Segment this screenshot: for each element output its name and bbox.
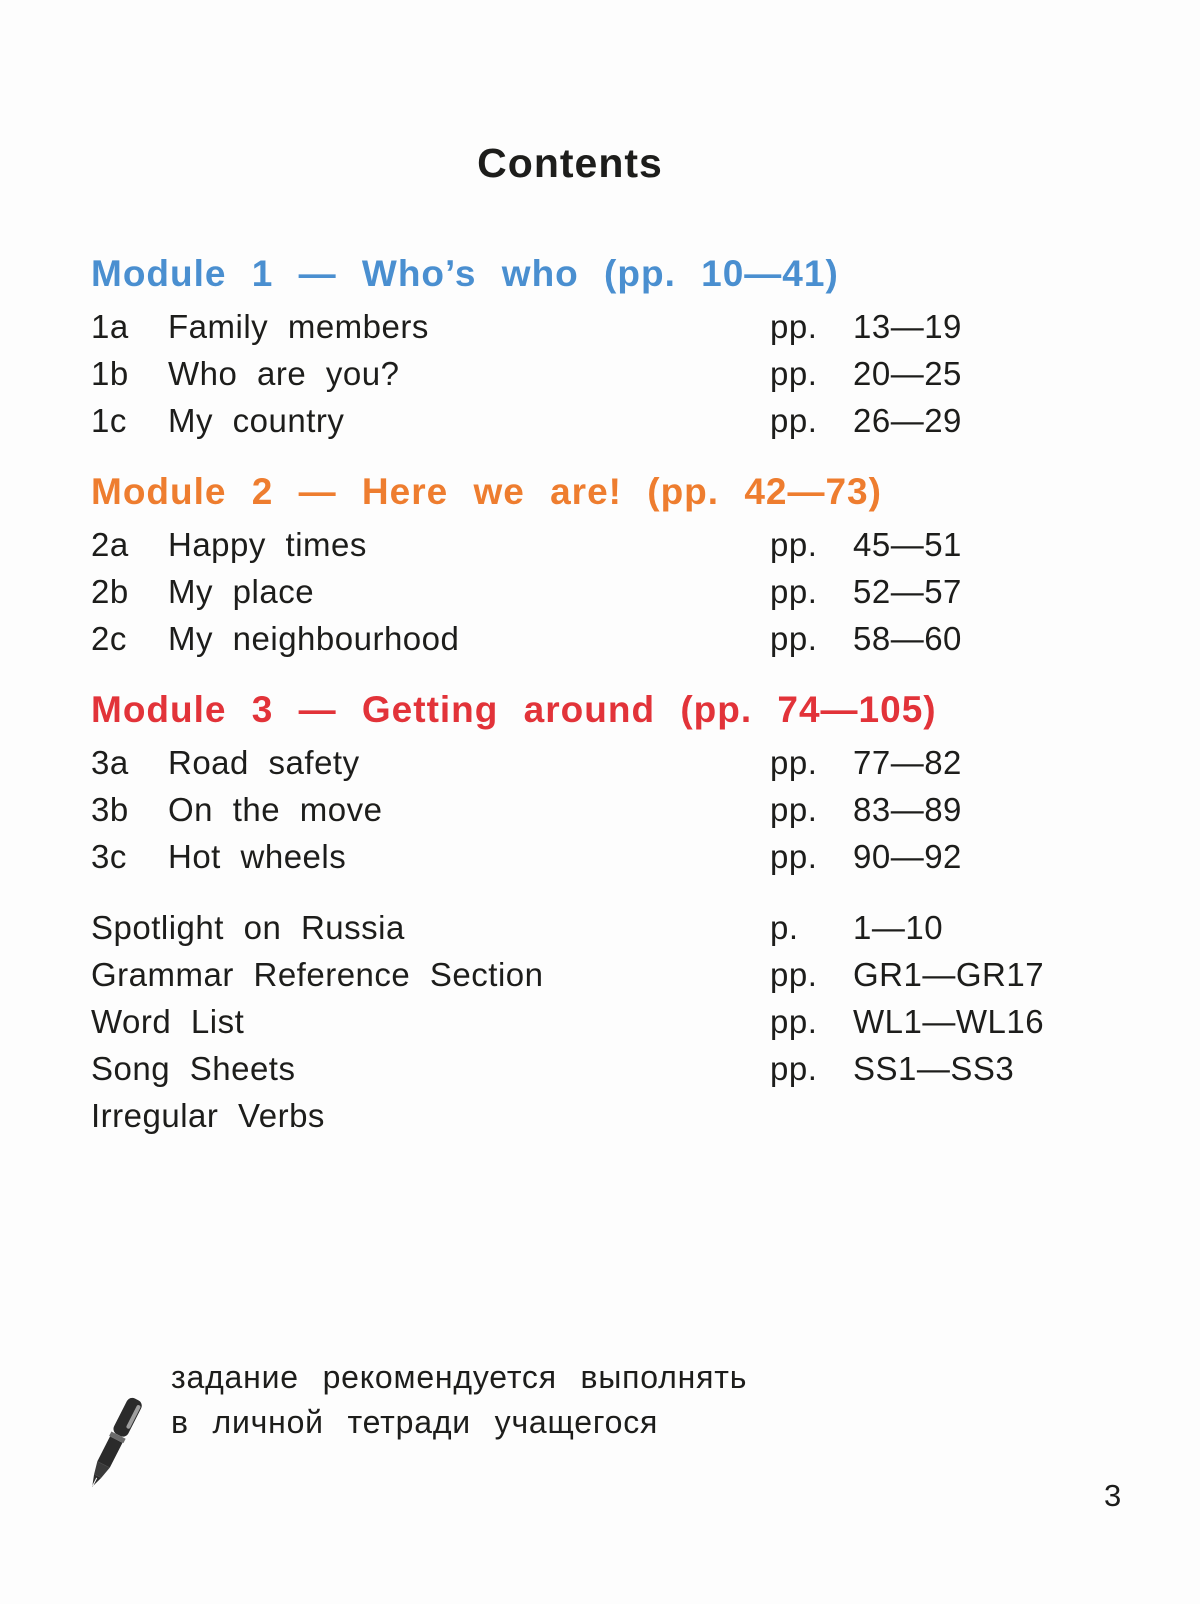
pages-abbr: pp. — [770, 838, 818, 875]
unit-name: Who are you? — [168, 355, 400, 392]
pages-abbr: pp. — [770, 308, 818, 345]
page-title: Contents — [477, 140, 663, 186]
pages-abbr: p. — [770, 909, 799, 946]
unit-code: 1c — [91, 402, 127, 439]
unit-row — [91, 573, 1091, 617]
unit-name: Road safety — [168, 744, 360, 781]
extra-name: Spotlight on Russia — [91, 909, 405, 946]
unit-row — [91, 838, 1091, 882]
pages-abbr: pp. — [770, 791, 818, 828]
extra-name: Song Sheets — [91, 1050, 296, 1087]
pages-abbr: pp. — [770, 1050, 818, 1087]
unit-code: 3b — [91, 791, 129, 828]
unit-row — [91, 308, 1091, 352]
unit-name: Family members — [168, 308, 429, 345]
unit-code: 1b — [91, 355, 129, 392]
pages-abbr: pp. — [770, 1003, 818, 1040]
unit-name: On the move — [168, 791, 383, 828]
page-range: 26—29 — [853, 402, 962, 439]
extra-row — [91, 909, 1091, 953]
pages-abbr: pp. — [770, 956, 818, 993]
unit-code: 2c — [91, 620, 127, 657]
unit-name: My place — [168, 573, 315, 610]
unit-row — [91, 744, 1091, 788]
module-1-heading: Module 1 — Who’s who (pp. 10—41) — [91, 253, 839, 294]
unit-name: Hot wheels — [168, 838, 347, 875]
unit-name: My country — [168, 402, 345, 439]
pages-abbr: pp. — [770, 355, 818, 392]
note-line-2: в личной тетради учащегося — [171, 1404, 659, 1440]
unit-code: 1a — [91, 308, 129, 345]
unit-code: 2a — [91, 526, 129, 563]
page-range: 13—19 — [853, 308, 962, 345]
page-range: 1—10 — [853, 909, 944, 946]
pages-abbr: pp. — [770, 526, 818, 563]
unit-row — [91, 620, 1091, 664]
note-line-1: задание рекомендуется выполнять — [171, 1359, 748, 1395]
extra-row — [91, 956, 1091, 1000]
unit-code: 2b — [91, 573, 129, 610]
extra-row — [91, 1050, 1091, 1094]
extra-row — [91, 1003, 1091, 1047]
module-2-heading: Module 2 — Here we are! (pp. 42—73) — [91, 471, 882, 512]
page-range: 77—82 — [853, 744, 962, 781]
page-range: 45—51 — [853, 526, 962, 563]
unit-row — [91, 791, 1091, 835]
page-range: GR1—GR17 — [853, 956, 1045, 993]
module-3-heading: Module 3 — Getting around (pp. 74—105) — [91, 689, 937, 730]
unit-code: 3a — [91, 744, 129, 781]
page-range: WL1—WL16 — [853, 1003, 1045, 1040]
unit-name: My neighbourhood — [168, 620, 460, 657]
page-range: 52—57 — [853, 573, 962, 610]
unit-row — [91, 355, 1091, 399]
pages-abbr: pp. — [770, 402, 818, 439]
page-range: 20—25 — [853, 355, 962, 392]
extra-row — [91, 1097, 1091, 1141]
pen-icon — [84, 1392, 144, 1496]
extra-name: Grammar Reference Section — [91, 956, 544, 993]
extra-name: Irregular Verbs — [91, 1097, 325, 1134]
pages-abbr: pp. — [770, 744, 818, 781]
pages-abbr: pp. — [770, 573, 818, 610]
unit-name: Happy times — [168, 526, 367, 563]
page-range: 58—60 — [853, 620, 962, 657]
unit-row — [91, 526, 1091, 570]
page-range: 90—92 — [853, 838, 962, 875]
unit-code: 3c — [91, 838, 127, 875]
page-range: 83—89 — [853, 791, 962, 828]
pages-abbr: pp. — [770, 620, 818, 657]
extra-name: Word List — [91, 1003, 245, 1040]
unit-row — [91, 402, 1091, 446]
page-range: SS1—SS3 — [853, 1050, 1015, 1087]
page-number: 3 — [1104, 1478, 1122, 1513]
